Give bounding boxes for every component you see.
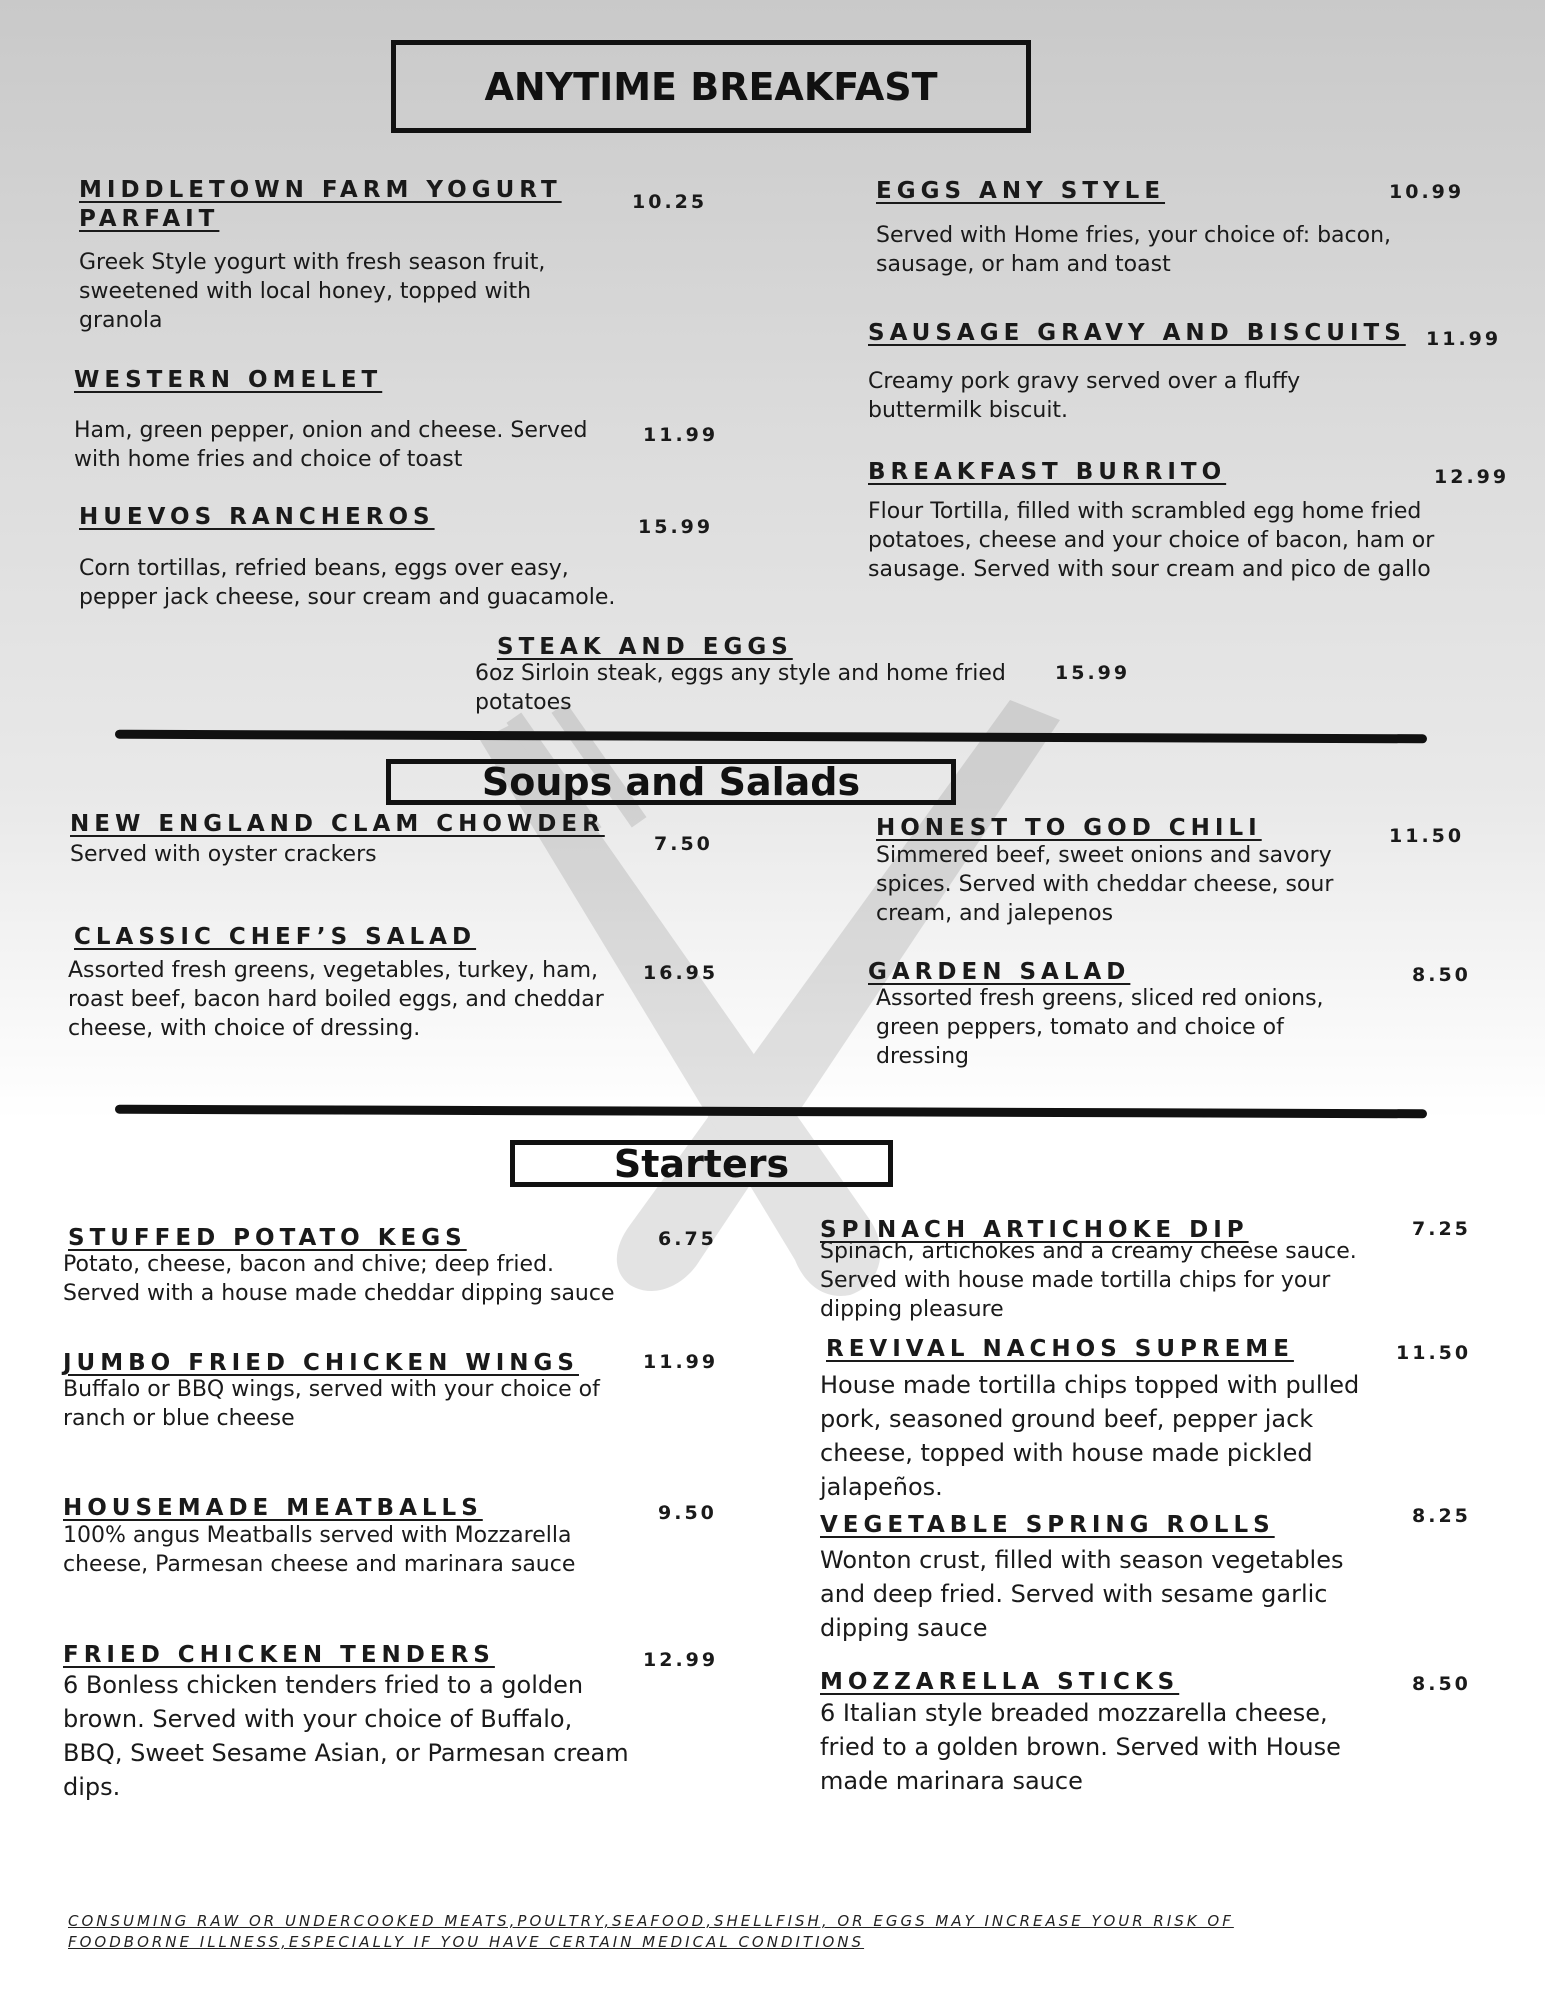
- item-desc-chicken-wings: Buffalo or BBQ wings, served with your choice of ranch or blue cheese: [63, 1377, 600, 1431]
- item-name-sausage-gravy: SAUSAGE GRAVY AND BISCUITS: [868, 320, 1406, 346]
- item-price-eggs-any-style: 10.99: [1389, 181, 1465, 203]
- item-desc-clam-chowder: Served with oyster crackers: [70, 842, 377, 867]
- item-desc-mozzarella-sticks: 6 Italian style breaded mozzarella cheese, fried to a golden brown. Served with House made marinara sauce: [820, 1699, 1341, 1795]
- item-desc-chicken-tenders: 6 Bonless chicken tenders fried to a golden brown. Served with your choice of Buffalo, BBQ, Sweet Sesame Asian, or Parmesan cream dips.: [63, 1671, 629, 1801]
- item-price-sausage-gravy: 11.99: [1426, 328, 1502, 350]
- item-desc-eggs-any-style: Served with Home fries, your choice of: bacon, sausage, or ham and toast: [876, 223, 1392, 277]
- item-name-nachos-supreme: REVIVAL NACHOS SUPREME: [826, 1336, 1294, 1362]
- breakfast-title: [391, 40, 1031, 133]
- breakfast-title-text: ANYTIME BREAKFAST: [484, 64, 938, 109]
- item-price-clam-chowder: 7.50: [654, 833, 713, 855]
- item-name-chili: HONEST TO GOD CHILI: [876, 815, 1262, 841]
- item-name-chefs-salad: CLASSIC CHEF’S SALAD: [74, 924, 477, 950]
- item-desc-spring-rolls: Wonton crust, filled with season vegetables and deep fried. Served with sesame garlic dipping sauce: [820, 1546, 1344, 1642]
- item-desc-huevos-rancheros: Corn tortillas, refried beans, eggs over easy, pepper jack cheese, sour cream and guacamole.: [79, 556, 616, 610]
- item-price-chefs-salad: 16.95: [643, 962, 719, 984]
- item-desc-chili: Simmered beef, sweet onions and savory spices. Served with cheddar cheese, sour cream, and jalepenos: [876, 843, 1334, 926]
- item-name-potato-kegs: STUFFED POTATO KEGS: [68, 1225, 467, 1251]
- item-name-yogurt-parfait: MIDDLETOWN FARM YOGURT PARFAIT: [79, 177, 562, 232]
- soups-title-text: Soups and Salads: [481, 760, 861, 804]
- item-name-chicken-wings: JUMBO FRIED CHICKEN WINGS: [63, 1350, 579, 1376]
- item-price-chicken-tenders: 12.99: [643, 1649, 719, 1671]
- item-price-garden-salad: 8.50: [1412, 964, 1471, 986]
- item-price-breakfast-burrito: 12.99: [1434, 466, 1510, 488]
- item-name-chicken-tenders: FRIED CHICKEN TENDERS: [63, 1642, 495, 1668]
- item-price-huevos-rancheros: 15.99: [638, 516, 714, 538]
- item-name-breakfast-burrito: BREAKFAST BURRITO: [868, 459, 1227, 485]
- item-name-steak-and-eggs: STEAK AND EGGS: [497, 634, 793, 660]
- item-price-chicken-wings: 11.99: [643, 1351, 719, 1373]
- starters-title-text: Starters: [613, 1141, 790, 1186]
- item-price-steak-and-eggs: 15.99: [1055, 662, 1131, 684]
- item-price-chili: 11.50: [1389, 825, 1465, 847]
- item-desc-chefs-salad: Assorted fresh greens, vegetables, turkey, ham, roast beef, bacon hard boiled eggs, and cheddar cheese, with choice of dressing.: [68, 958, 604, 1041]
- item-desc-nachos-supreme: House made tortilla chips topped with pulled pork, seasoned ground beef, pepper jack cheese, topped with house made pickled jalapeños.: [820, 1371, 1360, 1501]
- item-price-mozzarella-sticks: 8.50: [1412, 1673, 1471, 1695]
- item-price-potato-kegs: 6.75: [658, 1228, 717, 1250]
- item-name-artichoke-dip: SPINACH ARTICHOKE DIP: [820, 1217, 1249, 1243]
- item-price-yogurt-parfait: 10.25: [632, 191, 708, 213]
- item-name-spring-rolls: VEGETABLE SPRING ROLLS: [820, 1512, 1275, 1538]
- item-desc-yogurt-parfait: Greek Style yogurt with fresh season fruit, sweetened with local honey, topped with granola: [79, 250, 546, 333]
- soups-title: [386, 759, 956, 805]
- starters-title: [510, 1140, 893, 1187]
- item-name-mozzarella-sticks: MOZZARELLA STICKS: [820, 1669, 1180, 1695]
- item-price-western-omelet: 11.99: [643, 424, 719, 446]
- item-desc-potato-kegs: Potato, cheese, bacon and chive; deep fried. Served with a house made cheddar dipping sauce: [63, 1252, 615, 1306]
- item-price-nachos-supreme: 11.50: [1396, 1342, 1472, 1364]
- item-price-artichoke-dip: 7.25: [1412, 1218, 1471, 1240]
- item-desc-sausage-gravy: Creamy pork gravy served over a fluffy buttermilk biscuit.: [868, 369, 1301, 423]
- item-price-meatballs: 9.50: [658, 1502, 717, 1524]
- item-desc-steak-and-eggs: 6oz Sirloin steak, eggs any style and home fried potatoes: [475, 661, 1006, 715]
- item-desc-meatballs: 100% angus Meatballs served with Mozzarella cheese, Parmesan cheese and marinara sauce: [63, 1523, 576, 1577]
- item-desc-garden-salad: Assorted fresh greens, sliced red onions, green peppers, tomato and choice of dressing: [876, 986, 1324, 1069]
- food-safety-disclaimer: CONSUMING RAW OR UNDERCOOKED MEATS,POULTRY,SEAFOOD,SHELLFISH, OR EGGS MAY INCREASE YOUR RISK OF FOODBORNE ILLNESS,ESPECIALLY IF YOU HAVE CERTAIN MEDICAL CONDITIONS: [68, 1912, 1234, 1951]
- item-name-eggs-any-style: EGGS ANY STYLE: [876, 178, 1166, 204]
- item-desc-breakfast-burrito: Flour Tortilla, filled with scrambled egg home fried potatoes, cheese and your choice of bacon, ham or sausage. Served with sour cream and pico de gallo: [868, 499, 1435, 582]
- item-desc-artichoke-dip: Spinach, artichokes and a creamy cheese sauce. Served with house made tortilla chips for your dipping pleasure: [820, 1239, 1357, 1322]
- item-name-garden-salad: GARDEN SALAD: [868, 959, 1131, 985]
- item-desc-western-omelet: Ham, green pepper, onion and cheese. Served with home fries and choice of toast: [74, 418, 588, 472]
- item-name-clam-chowder: NEW ENGLAND CLAM CHOWDER: [70, 811, 605, 837]
- item-name-western-omelet: WESTERN OMELET: [74, 367, 383, 393]
- item-price-spring-rolls: 8.25: [1412, 1505, 1471, 1527]
- item-name-meatballs: HOUSEMADE MEATBALLS: [63, 1495, 483, 1521]
- item-name-huevos-rancheros: HUEVOS RANCHEROS: [79, 504, 435, 530]
